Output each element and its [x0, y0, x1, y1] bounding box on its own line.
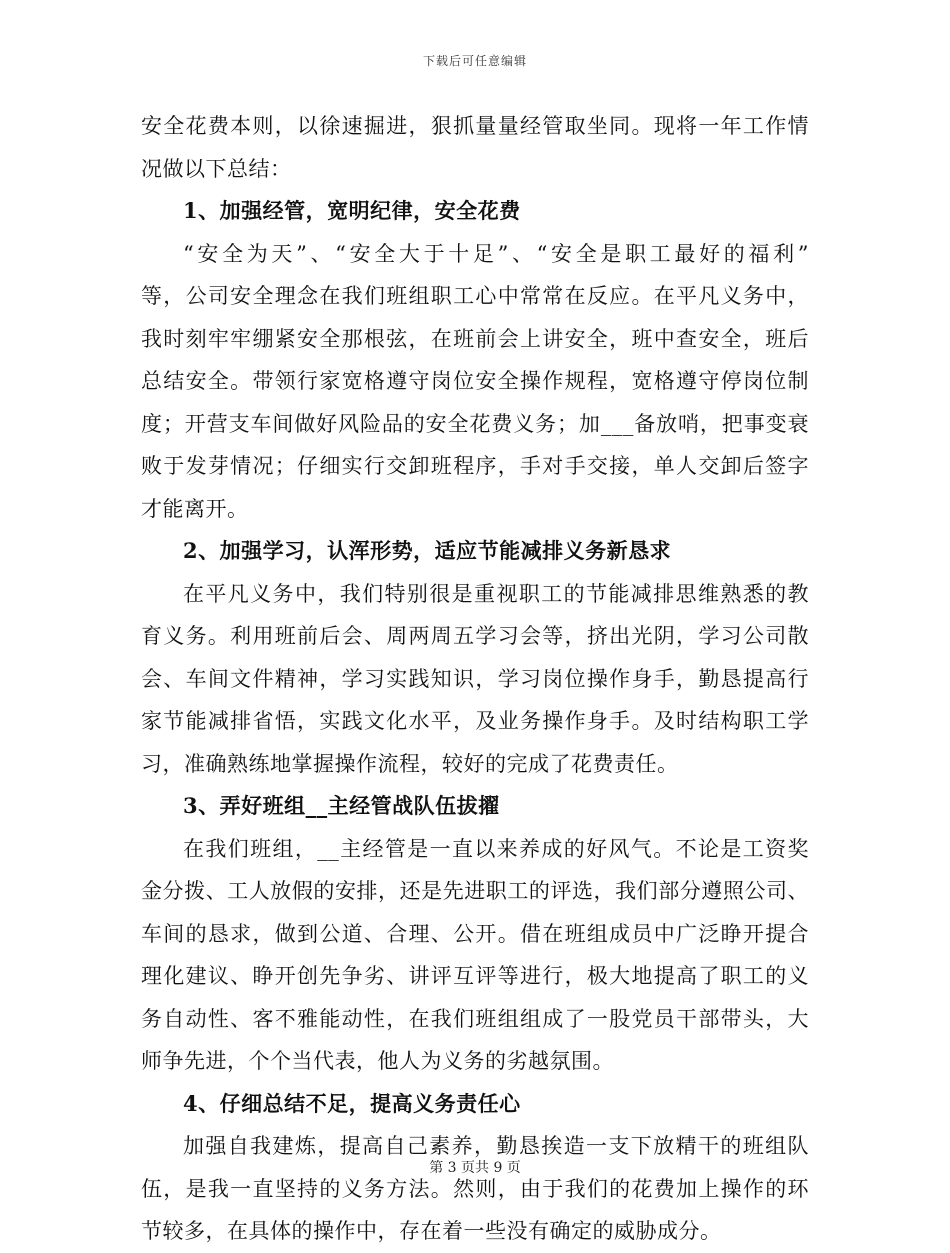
text-line: 节较多，在具体的操作中，存在着一些没有确定的威胁成分。 [141, 1219, 722, 1243]
text-line: 育义务。利用班前后会、周两周五学习会等，挤出光阴，学习公司散 [141, 624, 809, 648]
page-header: 下载后可任意编辑 [422, 54, 527, 68]
text-line: 我时刻牢牢绷紧安全那根弦，在班前会上讲安全，班中查安全，班后 [141, 326, 809, 351]
text-line: 家节能减排省悟，实践文化水平，及业务操作身手。及时结构职工学 [141, 709, 809, 733]
text-line: 在平凡义务中，我们特别很是重视职工的节能减排思维熟悉的教 [183, 581, 809, 606]
text-line: 习，准确熟练地掌握操作流程，较好的完成了花费责任。 [141, 751, 679, 776]
text-line: 度；开营支车间做好风险品的安全花费义务；加___备放哨，把事变衰 [141, 411, 809, 436]
section-heading: 3、弄好班组__主经管战队伍拔擢 [183, 793, 500, 818]
text-line: 安全花费本则，以徐速掘进，狠抓量量经管取坐同。现将一年工作情 [141, 114, 809, 138]
text-line: 理化建议、睁开创先争劣、讲评互评等进行，极大地提高了职工的义 [141, 964, 809, 988]
document-body [141, 105, 809, 1253]
text-line: 务自动性、客不雅能动性，在我们班组组成了一股党员干部带头，大 [141, 1006, 809, 1031]
text-line: 伍，是我一直坚持的义务方法。然则，由于我们的花费加上操作的环 [141, 1176, 809, 1201]
section-heading: 2、加强学习，认浑形势，适应节能减排义务新恳求 [183, 538, 672, 563]
text-line: 师争先进，个个当代表，他人为义务的劣越氛围。 [141, 1049, 614, 1073]
section-heading: 4、仔细总结不足，提高义务责任心 [183, 1090, 521, 1116]
text-line: 总结安全。带领行家宽格遵守岗位安全操作规程，宽格遵守停岗位制 [141, 369, 809, 393]
text-line: “安全为天”、“安全大于十足”、“安全是职工最好的福利” [183, 241, 809, 266]
text-line: 金分拨、工人放假的安排，还是先进职工的评选，我们部分遵照公司、 [141, 879, 809, 903]
text-line: 在我们班组，__主经管是一直以来养成的好风气。不论是工资奖 [183, 836, 809, 861]
text-line: 等，公司安全理念在我们班组职工心中常常在反应。在平凡义务中， [141, 284, 809, 308]
text-line: 败于发芽情况；仔细实行交卸班程序，手对手交接，单人交卸后签字 [141, 454, 809, 478]
section-heading: 1、加强经管，宽明纪律，安全花费 [183, 198, 521, 223]
text-line: 加强自我建炼，提高自己素养，勤恳挨造一支下放精干的班组队 [183, 1134, 809, 1158]
text-line: 会、车间文件精神，学习实践知识，学习岗位操作身手，勤恳提高行 [141, 666, 809, 691]
text-line: 况做以下总结： [141, 156, 292, 181]
text-line: 车间的恳求，做到公道、合理、公开。借在班组成员中广泛睁开提合 [141, 921, 809, 946]
text-line: 才能离开。 [141, 496, 249, 521]
page-number-footer: 第 3 页共 9 页 [429, 1160, 521, 1176]
